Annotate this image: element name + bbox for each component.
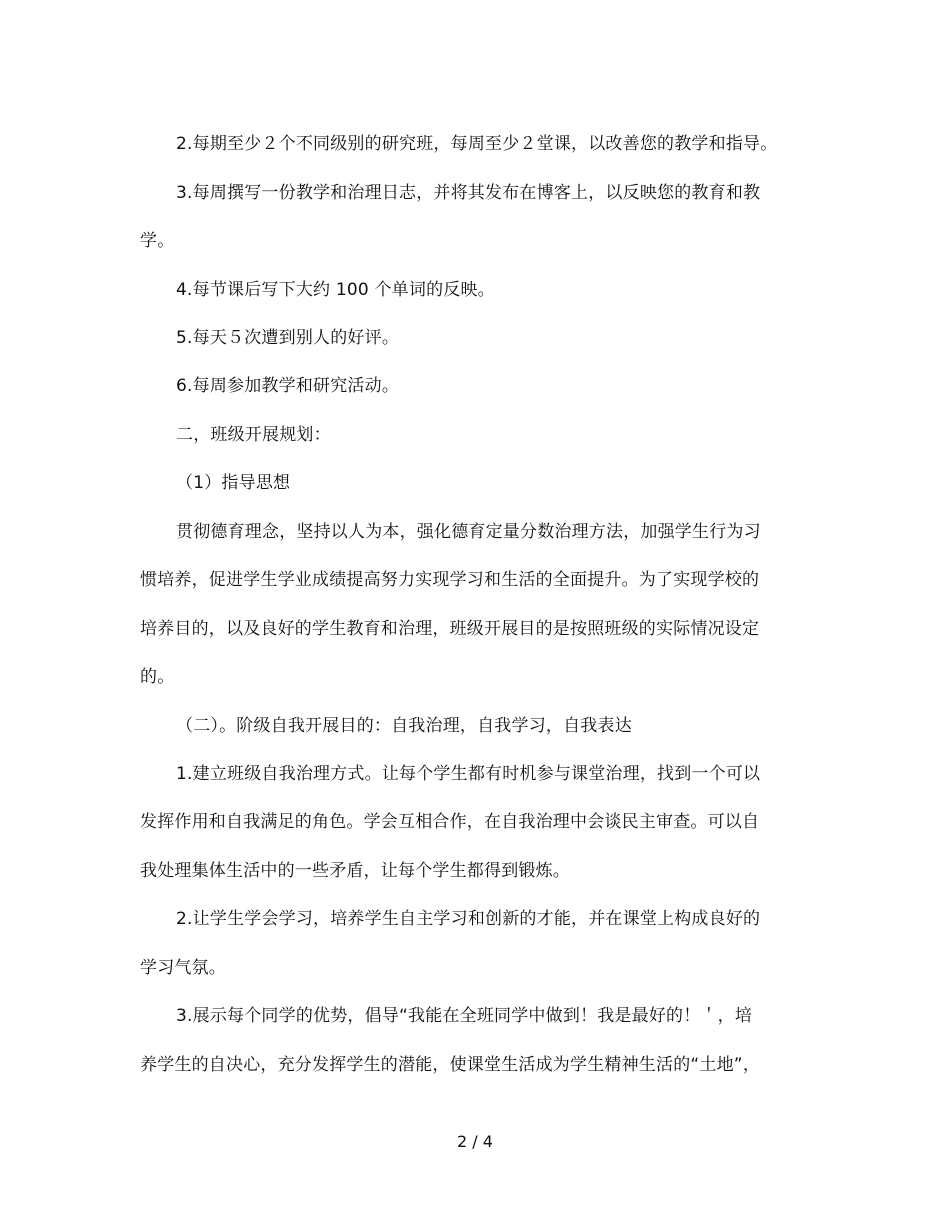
text-line: 4.每节课后写下大约 100 个单词的反映。 xyxy=(176,280,495,300)
text-line: 3.每周撰写一份教学和治理日志，并将其发布在博客上，以反映您的教育和教 xyxy=(176,183,761,203)
text-line: 1.建立班级自我治理方式。让每个学生都有时机参与课堂治理，找到一个可以 xyxy=(176,764,761,784)
text-line: 我处理集体生活中的一些矛盾，让每个学生都得到锻炼。 xyxy=(140,861,570,881)
text-line: 学。 xyxy=(140,231,175,251)
text-line: 6.每周参加教学和研究活动。 xyxy=(176,376,400,396)
text-line: 惯培养，促进学生学业成绩提高努力实现学习和生活的全面提升。为了实现学校的 xyxy=(140,570,760,590)
text-line: 贯彻德育理念，坚持以人为本，强化德育定量分数治理方法，加强学生行为习 xyxy=(176,522,761,542)
subsection-heading: （1）指导思想 xyxy=(176,473,291,493)
text-line: 的。 xyxy=(140,667,175,687)
text-line: 5.每天５次遭到别人的好评。 xyxy=(176,328,400,348)
text-line: 养学生的自决心，充分发挥学生的潜能，使课堂生活成为学生精神生活的“土地”， xyxy=(140,1055,761,1075)
text-line: 发挥作用和自我满足的角色。学会互相合作，在自我治理中会谈民主审查。可以自 xyxy=(140,812,760,832)
page-number: 2 / 4 xyxy=(457,1132,493,1151)
text-line: 3.展示每个同学的优势，倡导“我能在全班同学中做到！我是最好的！＇，培 xyxy=(176,1006,753,1026)
text-line: 学习气氛。 xyxy=(140,958,226,978)
text-line: 2.每期至少２个不同级别的研究班，每周至少２堂课，以改善您的教学和指导。 xyxy=(176,134,778,154)
subsection-heading: （二）。阶级自我开展目的：自我治理，自我学习，自我表达 xyxy=(176,716,632,736)
section-heading: 二，班级开展规划： xyxy=(176,425,331,445)
text-line: 2.让学生学会学习，培养学生自主学习和创新的才能，并在课堂上构成良好的 xyxy=(176,909,761,929)
text-line: 培养目的，以及良好的学生教育和治理，班级开展目的是按照班级的实际情况设定 xyxy=(140,619,760,639)
